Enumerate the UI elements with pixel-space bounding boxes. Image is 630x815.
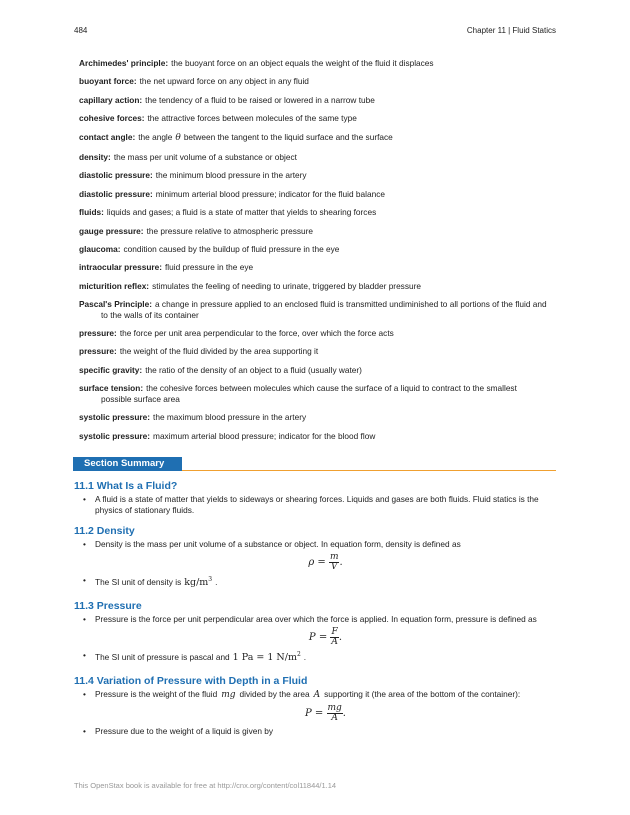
numerator: F: [331, 626, 338, 637]
glossary: [79, 58, 549, 449]
glossary-term: contact angle:: [79, 131, 136, 142]
glossary-definition: the force per unit area perpendicular to the force, over which the force acts: [119, 328, 394, 339]
glossary-term: density:: [79, 152, 111, 163]
section-heading: 11.4 Variation of Pressure with Depth in a Fluid: [74, 675, 308, 687]
glossary-definition: the ratio of the density of an object to a fluid (usually water): [145, 364, 362, 375]
glossary-definition: liquids and gases; a fluid is a state of matter that yields to shearing forces: [106, 207, 377, 218]
summary-11-1: [74, 480, 556, 517]
section-summary-bar: [73, 457, 556, 471]
glossary-entry: [79, 189, 549, 200]
glossary-entry: [79, 132, 549, 144]
unit-exponent: 2: [296, 650, 301, 658]
footer-note: This OpenStax book is available for free at http://cnx.org/content/col11844/1.14: [74, 781, 337, 790]
glossary-term: buoyant force:: [79, 76, 137, 87]
glossary-term: systolic pressure:: [79, 412, 151, 423]
glossary-entry: [79, 262, 549, 273]
glossary-entry: [79, 299, 549, 320]
sentence-end: .: [303, 651, 307, 662]
glossary-definition: a change in pressure applied to an enclosed fluid is transmitted undiminished to all portions of the fluid and to the walls of its container: [101, 299, 547, 320]
mg-symbol: mg: [221, 690, 236, 700]
glossary-definition: the minimum blood pressure in the artery: [155, 170, 307, 181]
glossary-definition: the weight of the fluid divided by the area supporting it: [119, 346, 319, 357]
glossary-term: micturition reflex:: [79, 280, 150, 291]
bullet-text: Pressure is the weight of the fluid: [95, 689, 218, 699]
glossary-definition: the pressure relative to atmospheric pressure: [146, 225, 314, 236]
glossary-entry: [79, 346, 549, 357]
bullet-list: [74, 494, 556, 515]
glossary-term: fluids:: [79, 207, 104, 218]
equation-end: .: [342, 707, 346, 719]
equation-lhs: P =: [308, 631, 328, 643]
glossary-term: pressure:: [79, 346, 117, 357]
glossary-definition: minimum arterial blood pressure; indicator for the fluid balance: [155, 188, 385, 199]
glossary-entry: [79, 383, 549, 404]
glossary-entry: [79, 207, 549, 218]
denominator: A: [331, 712, 338, 723]
unit-exponent: 3: [208, 575, 213, 583]
numerator: m: [329, 551, 339, 562]
glossary-entry: [79, 113, 549, 124]
list-item: [74, 614, 556, 647]
glossary-entry: [79, 244, 549, 255]
bullet-text: The SI unit of density is: [95, 576, 182, 587]
numerator: mg: [327, 702, 342, 713]
glossary-entry: [79, 328, 549, 339]
denominator: A: [331, 636, 338, 647]
equation-end: .: [338, 631, 343, 643]
glossary-definition: the tendency of a fluid to be raised or lowered in a narrow tube: [145, 94, 375, 105]
glossary-definition: the attractive forces between molecules of the same type: [147, 113, 357, 124]
depth-pressure-equation: [95, 704, 556, 723]
area-symbol: A: [313, 690, 321, 700]
glossary-entry: [79, 58, 549, 69]
glossary-term: intraocular pressure:: [79, 262, 162, 273]
glossary-definition: the net upward force on any object in any fluid: [139, 76, 309, 87]
sentence-end: .: [215, 576, 218, 587]
summary-11-4: [74, 675, 556, 738]
bullet-text: Pressure is the force per unit perpendicular area over which the force is applied. In equation form, pressure is defined as: [95, 614, 537, 624]
glossary-entry: [79, 431, 549, 442]
equation-lhs: ρ =: [308, 556, 326, 568]
glossary-definition: the cohesive forces between molecules which cause the surface of a liquid to contract to the smallest possible surface area: [101, 383, 517, 404]
glossary-definition: condition caused by the buildup of fluid pressure in the eye: [123, 244, 340, 255]
glossary-term: capillary action:: [79, 94, 143, 105]
glossary-entry: [79, 365, 549, 376]
bullet-list: [74, 614, 556, 663]
glossary-definition: fluid pressure in the eye: [165, 262, 254, 273]
bullet-text: supporting it (the area of the bottom of the container):: [324, 689, 521, 699]
list-item: • A fluid is a state of matter that yields to sideways or shearing forces. Liquids and gases are both fluids. Fluid statics is the physics of stationary fluids.: [74, 494, 556, 515]
glossary-definition: the maximum blood pressure in the artery: [153, 412, 307, 423]
glossary-entry: [79, 412, 549, 423]
glossary-term: Pascal's Principle:: [79, 299, 152, 310]
glossary-term: diastolic pressure:: [79, 188, 153, 199]
si-unit: [233, 652, 301, 663]
si-unit: [184, 577, 212, 588]
glossary-term: Archimedes' principle:: [79, 58, 169, 68]
glossary-definition: the mass per unit volume of a substance or object: [113, 152, 297, 163]
glossary-term: specific gravity:: [79, 364, 143, 375]
summary-11-2: [74, 525, 556, 590]
list-item: • Pressure due to the weight of a liquid is given by: [74, 726, 556, 737]
glossary-entry: [79, 95, 549, 106]
glossary-term: gauge pressure:: [79, 225, 144, 236]
section-heading: 11.3 Pressure: [74, 600, 142, 612]
equation-fraction: [329, 551, 343, 572]
list-item: [74, 689, 556, 723]
glossary-term: diastolic pressure:: [79, 170, 153, 181]
glossary-entry: [79, 226, 549, 237]
glossary-entry: [79, 152, 549, 163]
unit-base: kg/m: [184, 576, 209, 588]
glossary-term: systolic pressure:: [79, 430, 151, 441]
equation-fraction: [330, 628, 339, 647]
bullet-text: Density is the mass per unit volume of a substance or object. In equation form, density is defined as: [95, 539, 461, 549]
glossary-definition: the angle: [138, 131, 173, 142]
section-heading: 11.1 What Is a Fluid?: [74, 480, 178, 492]
summary-11-3: [74, 600, 556, 665]
glossary-term: cohesive forces:: [79, 113, 145, 124]
unit-base: 1 Pa = 1 N/m: [232, 651, 297, 663]
glossary-term: glaucoma:: [79, 244, 121, 255]
glossary-definition: maximum arterial blood pressure; indicator for the blood flow: [153, 430, 376, 441]
glossary-definition: stimulates the feeling of needing to urinate, triggered by bladder pressure: [152, 280, 421, 291]
list-item: [74, 650, 556, 664]
glossary-term: pressure:: [79, 328, 117, 339]
section-summary-title: Section Summary: [73, 457, 182, 471]
list-item: [74, 539, 556, 572]
bullet-list: [74, 539, 556, 588]
glossary-entry: [79, 170, 549, 181]
glossary-entry: [79, 76, 549, 87]
bullet-list: [74, 689, 556, 736]
chapter-title: Chapter 11 | Fluid Statics: [466, 26, 556, 35]
theta-symbol: θ: [175, 132, 181, 143]
glossary-definition-rest: between the tangent to the liquid surface and the surface: [183, 131, 393, 142]
equation-fraction: [327, 704, 343, 723]
glossary-entry: [79, 281, 549, 292]
glossary-term: surface tension:: [79, 383, 144, 394]
bullet-text: divided by the area: [239, 689, 310, 699]
equation-lhs: P =: [305, 707, 324, 719]
page-number: 484: [74, 26, 88, 35]
denominator: V: [330, 561, 338, 572]
pressure-equation: [95, 628, 556, 647]
section-heading: 11.2 Density: [74, 525, 135, 537]
density-equation: [95, 553, 556, 572]
bullet-text: The SI unit of pressure is pascal and: [95, 651, 230, 662]
list-item: [74, 575, 556, 589]
equation-end: .: [339, 556, 343, 568]
glossary-definition: the buoyant force on an object equals the weight of the fluid it displaces: [171, 58, 434, 68]
